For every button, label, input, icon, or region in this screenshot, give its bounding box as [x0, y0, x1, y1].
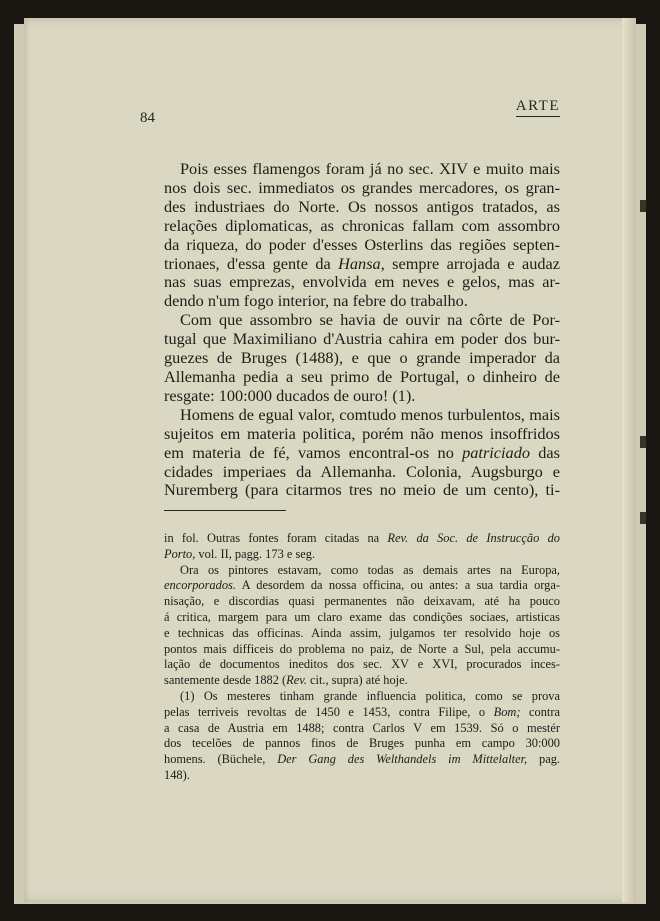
- running-head: ARTE: [516, 98, 560, 117]
- footnote-line: dos tecelões de pannos finos de Bruges punha em campo 30:000: [164, 736, 560, 751]
- text-line: Allemanha pedia a seu primo de Portugal, o dinheiro de: [164, 366, 560, 386]
- text-line: relações diplomaticas, as chronicas fallam com assombro: [164, 215, 560, 235]
- footnote-line: 148).: [164, 767, 190, 782]
- text-line: Homens de egual valor, comtudo menos turbulentos, mais: [180, 404, 560, 424]
- text-line: nas suas emprezas, envolvida em neves e gelos, mas ar-: [164, 272, 560, 292]
- footnote-line: (1) Os mesteres tinham grande influencia politica, como se prova: [180, 688, 560, 703]
- page-tab-marker: [640, 512, 646, 524]
- text-line: Pois esses flamengos foram já no sec. XIV e muito mais: [180, 159, 560, 178]
- footnote-line: pelas terriveis revoltas de 1450 e 1453, contra Filipe, o Bom; contra: [164, 704, 560, 719]
- page-tab-marker: [640, 436, 646, 448]
- footnote-line: santemente desde 1882 (Rev. cit., supra) até hoje.: [164, 673, 408, 688]
- text-line: trionaes, d'essa gente da Hansa, sempre arrojada e audaz: [164, 253, 560, 273]
- text-line: tugal que Maximiliano d'Austria cahira em poder dos bur-: [164, 329, 560, 349]
- text-line: guezes de Bruges (1488), e que o grande imperador da: [164, 348, 560, 368]
- text-line: Nuremberg (para citarmos tres no meio de um cento), ti-: [164, 480, 560, 500]
- footnote-line: pontos mais difficeis do problema no paiz, de Norte a Sul, pela accumu-: [164, 641, 560, 656]
- text-line: cidades imperiaes da Allemanha. Colonia, Augsburgo e: [164, 461, 560, 481]
- footnote-line: a casa de Austria em 1488; contra Carlos V em 1539. Só o mestér: [164, 720, 560, 735]
- footnote-line: e technicas das officinas. Ainda assim, julgamos ter resolvido hoje os: [164, 625, 560, 640]
- text-line: des industriaes do Norte. Os nossos antigos tratados, as: [164, 196, 560, 216]
- text-line: em materia de fé, vamos encontral-os no patriciado das: [164, 442, 560, 462]
- footnote-line: encorporados. A desordem da nossa officina, ou antes: a sua tardia orga-: [164, 578, 560, 593]
- text-line: dendo n'um fogo interior, na febre do trabalho.: [164, 291, 468, 311]
- page-number: 84: [140, 110, 155, 126]
- text-line: nos dois sec. immediatos os grandes mercadores, os gran-: [164, 177, 560, 197]
- footnote-line: á critica, margem para um claro exame das condições sociaes, artisticas: [164, 609, 560, 624]
- footnote-line: in fol. Outras fontes foram citadas na Rev. da Soc. de Instrucção do: [164, 531, 560, 545]
- text-line: sujeitos em materia politica, porém não menos insoffridos: [164, 423, 560, 443]
- page-tab-marker: [640, 200, 646, 212]
- page-header: [140, 92, 560, 126]
- footnote-line: nisação, e discordias quasi permanentes não deixavam, até ha pouco: [164, 594, 560, 609]
- text-line: da riqueza, do poder d'esses Osterlins das regiões septen-: [164, 234, 560, 254]
- footnote-rule: [164, 510, 286, 511]
- footnote-line: Porto, vol. II, pagg. 173 e seg.: [164, 546, 316, 561]
- text-line: resgate: 100:000 ducados de ouro! (1).: [164, 385, 416, 405]
- page-edge: [622, 18, 636, 902]
- footnote-line: lação de documentos ineditos dos sec. XV e XVI, procurados inces-: [164, 657, 560, 672]
- body-text: [164, 160, 560, 500]
- text-line: Com que assombro se havia de ouvir na côrte de Por-: [180, 310, 560, 330]
- footnotes: [164, 531, 560, 784]
- footnote-line: homens. (Büchele, Der Gang des Welthandels im Mittelalter, pag.: [164, 752, 560, 767]
- footnote-line: Ora os pintores estavam, como todas as demais artes na Europa,: [180, 562, 560, 577]
